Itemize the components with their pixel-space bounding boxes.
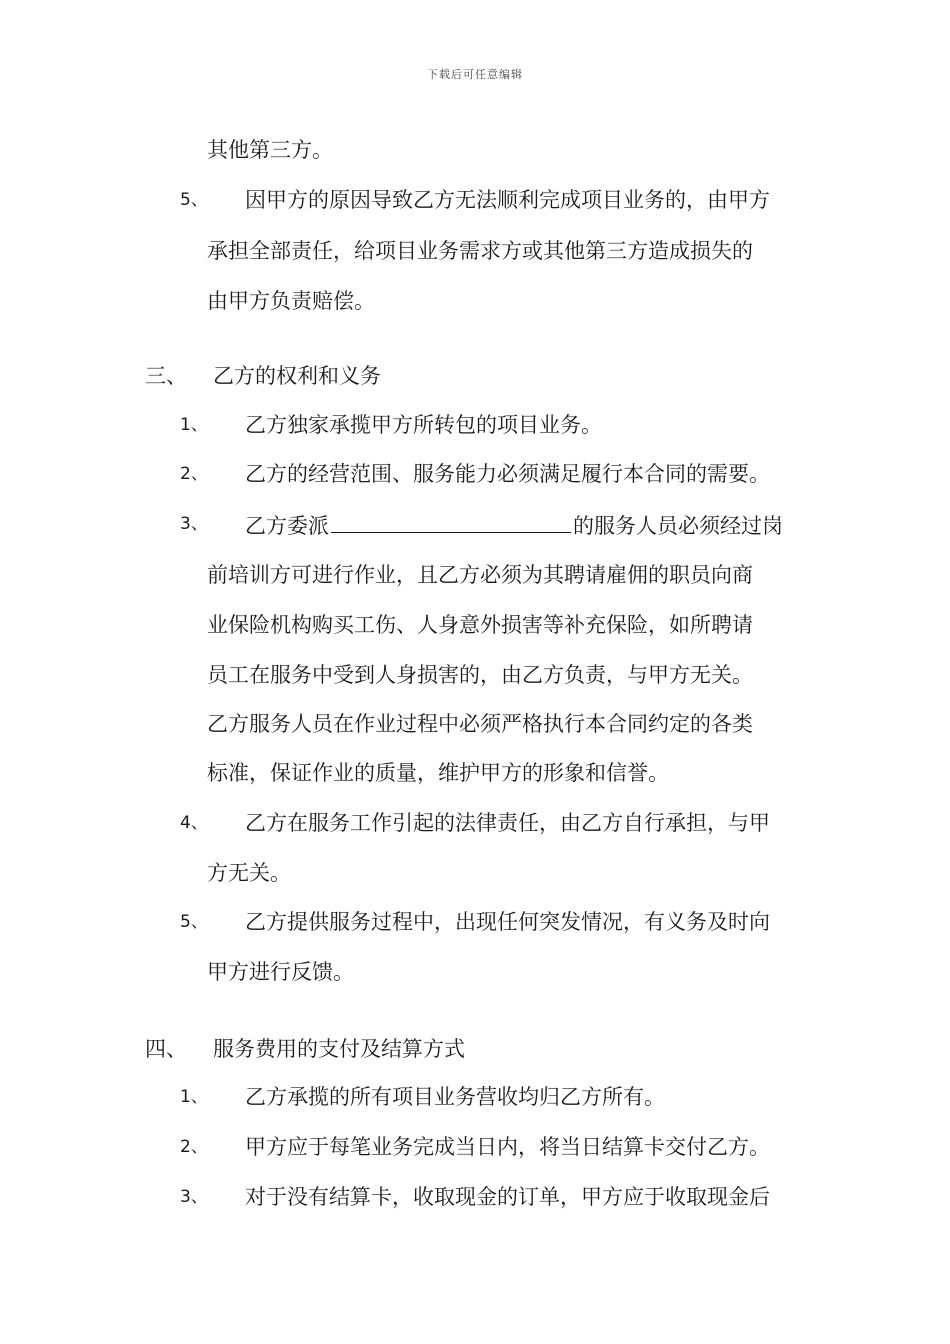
clause-number: 4、 <box>180 813 208 833</box>
clause-number: 5、 <box>180 190 208 210</box>
clause-text: 对于没有结算卡，收取现金的订单，甲方应于收取现金后 <box>245 1185 770 1209</box>
clause-text: 因甲方的原因导致乙方无法顺利完成项目业务的，由甲方 <box>245 188 770 212</box>
header-note: 下载后可任意编辑 <box>427 68 523 81</box>
clause-text-part: 乙方委派 <box>245 514 329 538</box>
clause-text: 标准，保证作业的质量，维护甲方的形象和信誉。 <box>207 761 669 785</box>
clause-text: 由甲方负责赔偿。 <box>207 289 375 313</box>
clause-number: 5、 <box>180 912 208 932</box>
clause-text: 方无关。 <box>207 861 291 885</box>
clause-text-with-blank <box>245 510 783 540</box>
clause-text: 乙方服务人员在作业过程中必须严格执行本合同约定的各类 <box>207 712 753 736</box>
clause-number: 1、 <box>180 1087 208 1107</box>
fill-in-blank[interactable] <box>331 510 571 533</box>
clause-number: 2、 <box>180 464 208 484</box>
clause-text: 乙方在服务工作引起的法律责任，由乙方自行承担，与甲 <box>245 811 770 835</box>
section-title: 服务费用的支付及结算方式 <box>213 1037 465 1061</box>
clause-text: 业保险机构购买工伤、人身意外损害等补充保险，如所聘请 <box>207 613 753 637</box>
clause-text: 乙方的经营范围、服务能力必须满足履行本合同的需要。 <box>245 462 770 486</box>
clause-text: 员工在服务中受到人身损害的，由乙方负责，与甲方无关。 <box>207 663 753 687</box>
clause-text: 乙方独家承揽甲方所转包的项目业务。 <box>245 413 602 437</box>
section-title: 乙方的权利和义务 <box>213 364 381 388</box>
clause-text: 承担全部责任，给项目业务需求方或其他第三方造成损失的 <box>207 239 753 263</box>
clause-continuation: 其他第三方。 <box>207 138 333 162</box>
clause-number: 1、 <box>180 415 208 435</box>
section-number: 四、 <box>145 1037 187 1061</box>
clause-text: 乙方提供服务过程中，出现任何突发情况，有义务及时向 <box>245 910 770 934</box>
clause-number: 3、 <box>180 514 208 534</box>
clause-text-part: 的服务人员必须经过岗 <box>573 514 783 538</box>
section-number: 三、 <box>145 364 187 388</box>
clause-number: 3、 <box>180 1187 208 1207</box>
clause-text: 前培训方可进行作业，且乙方必须为其聘请雇佣的职员向商 <box>207 563 753 587</box>
clause-text: 甲方进行反馈。 <box>207 960 354 984</box>
clause-text: 乙方承揽的所有项目业务营收均归乙方所有。 <box>245 1085 665 1109</box>
clause-number: 2、 <box>180 1137 208 1157</box>
clause-text: 甲方应于每笔业务完成当日内，将当日结算卡交付乙方。 <box>245 1135 770 1159</box>
